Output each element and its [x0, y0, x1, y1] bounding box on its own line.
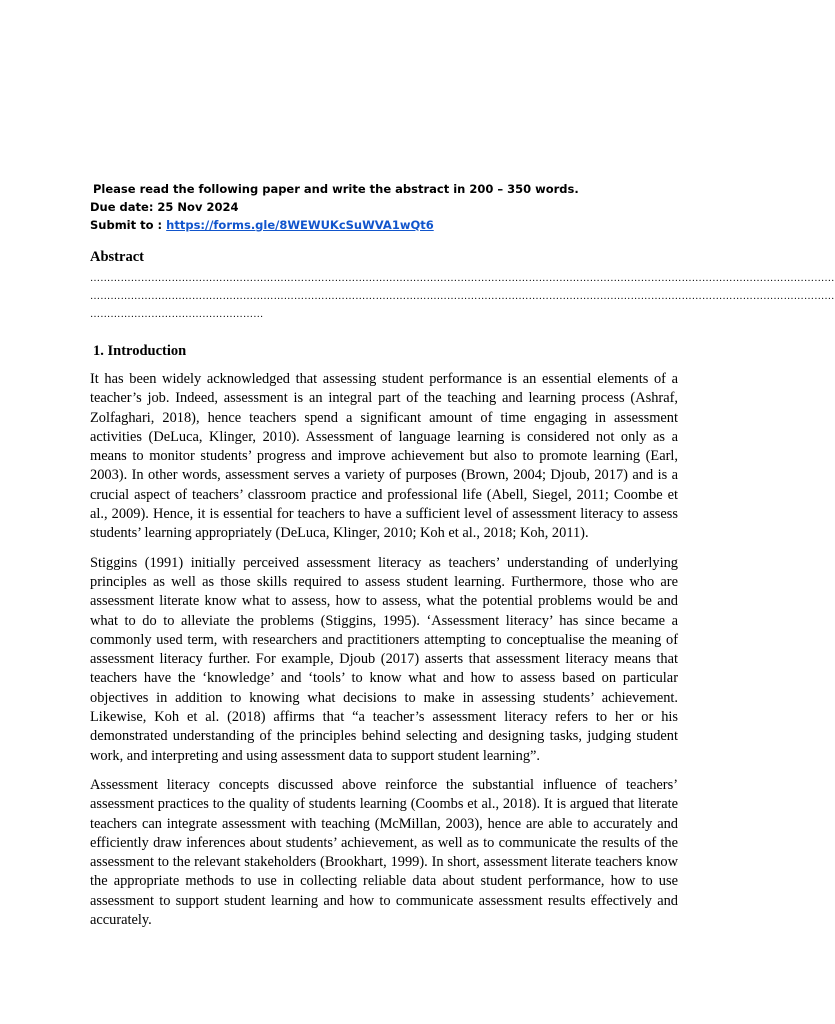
- submit-link[interactable]: https://forms.gle/8WEWUKcSuWVA1wQt6: [166, 218, 434, 232]
- introduction-heading: 1. Introduction: [93, 343, 187, 359]
- submit-line: [90, 216, 678, 234]
- abstract-dot-line: …………………………………………………………………………………………………………………………………………………………………………………………………: [90, 273, 835, 284]
- due-date: Due date: 25 Nov 2024: [90, 200, 239, 214]
- abstract-dot-line: ……………………………………………: [90, 309, 264, 320]
- intro-paragraph-1: It has been widely acknowledged that assessing student performance is an essential elements of a teacher’s job. Indeed, assessment is an integral part of the teaching and learning process (Ashraf, Zolfaghari, 2018), hence teachers spend a significant amount of time engaging in assessment activities (DeLuca, Klinger, 2010). Assessment of language learning is considered not only as a means to monitor students’ progress and improve achievement but also to promote learning (Earl, 2003). In other words, assessment serves a variety of purposes (Brown, 2004; Djoub, 2017) and is a crucial aspect of teachers’ classroom practice and professional life (Abell, Siegel, 2011; Coombe et al., 2009). Hence, it is essential for teachers to have a sufficient level of assessment literacy to assess students’ learning appropriately (DeLuca, Klinger, 2010; Koh et al., 2018; Koh, 2011).: [90, 371, 678, 542]
- assignment-instruction: Please read the following paper and write the abstract in 200 – 350 words.: [93, 182, 579, 196]
- intro-paragraph-2: Stiggins (1991) initially perceived assessment literacy as teachers’ understanding of underlying principles as well as those skills required to assess student learning. Furthermore, those who are assessment literate know what to assess, how to assess, what the potential problems would be and what to do to alleviate the problems (Stiggins, 1995). ‘Assessment literacy’ has since became a commonly used term, with researchers and practitioners attempting to conceptualise the meaning of assessment literacy further. For example, Djoub (2017) asserts that assessment literacy means that teachers have the ‘knowledge’ and ‘tools’ to know what and how to assess based on particular objectives in addition to knowing what decisions to make in assessing students’ achievement. Likewise, Koh et al. (2018) affirms that “a teacher’s assessment literacy refers to her or his demonstrated understanding of the principles behind selecting and designing tasks, judging student work, and interpreting and using assessment data to support student learning”.: [90, 554, 678, 764]
- submit-label: Submit to :: [90, 218, 163, 232]
- document-page: [90, 180, 835, 940]
- abstract-dot-line: …………………………………………………………………………………………………………………………………………………………………………………………………: [90, 291, 835, 302]
- intro-paragraph-3: Assessment literacy concepts discussed above reinforce the substantial influence of teachers’ assessment practices to the quality of students learning (Coombs et al., 2018). It is argued that literate teachers can integrate assessment with teaching (McMillan, 2003), hence are able to accurately and efficiently draw inferences about students’ achievement, as well as to communicate the results of the assessment to the relevant stakeholders (Brookhart, 1999). In short, assessment literate teachers know the appropriate methods to use in collecting reliable data about student performance, how to use assessment to support student learning and how to communicate assessment results effectively and accurately.: [90, 776, 678, 929]
- abstract-heading: Abstract: [90, 249, 144, 265]
